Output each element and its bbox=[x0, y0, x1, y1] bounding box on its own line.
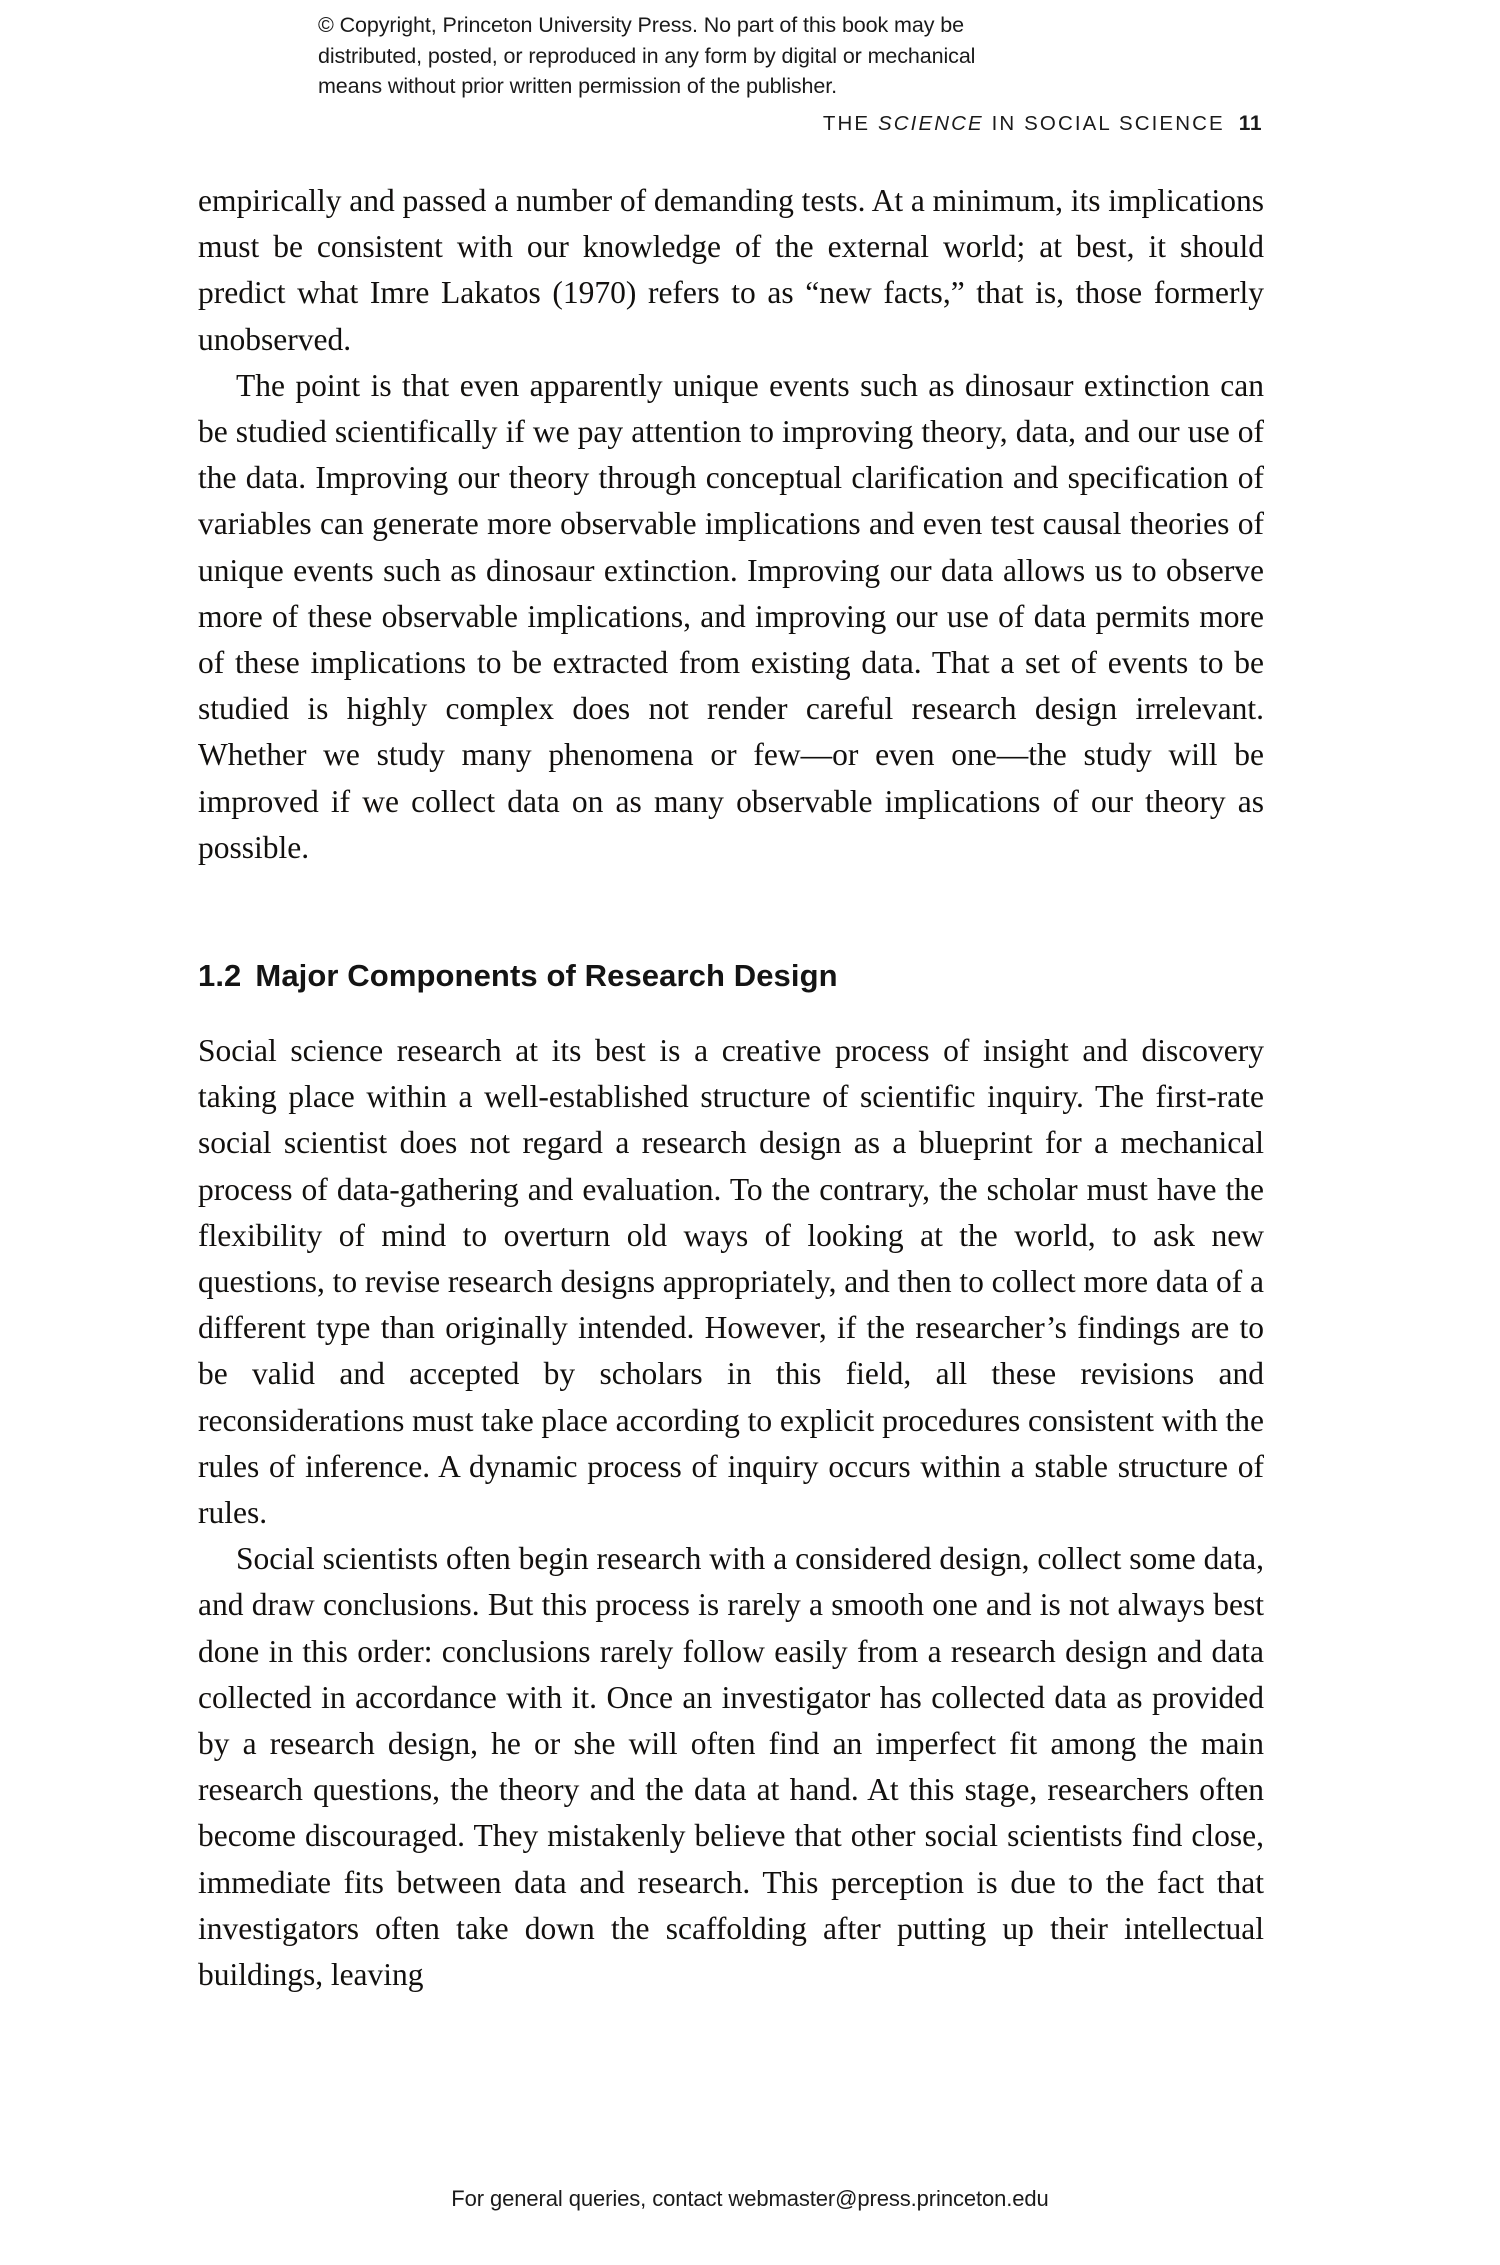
page-footer-queries: For general queries, contact webmaster@press.princeton.edu bbox=[451, 2186, 1049, 2211]
paragraph-social-scientists-begin: Social scientists often begin research with a considered design, collect some data, and draw conclusions. But this process is rarely a smooth one and is not always best done in this order: conclusions rarely follow easily from a research design and data collected in accordance with it. Once an investigator has collected data as provided by a research design, he or she will often find an imperfect fit among the main research questions, the theory and the data at hand. At this stage, researchers often become discouraged. They mistakenly believe that other social scientists find close, immediate fits between data and research. This perception is due to the fact that investigators often take down the scaffolding after putting up their intellectual buildings, leaving bbox=[198, 1541, 1264, 1993]
running-head-italic-title: SCIENCE bbox=[878, 112, 984, 135]
section-heading-1-2 bbox=[198, 958, 1264, 994]
copyright-notice bbox=[318, 10, 1018, 102]
running-head-after: IN SOCIAL SCIENCE bbox=[983, 112, 1225, 135]
section-title: Major Components of Research Design bbox=[255, 958, 838, 993]
copyright-line-3: means without prior written permission of the publisher. bbox=[318, 74, 838, 98]
copyright-line-2: distributed, posted, or reproduced in any form by digital or mechanical bbox=[318, 43, 976, 68]
paragraph-continuation: empirically and passed a number of demanding tests. At a minimum, its implications must be consistent with our knowledge of the external world; at best, it should predict what Imre Lakatos (1970) refers to as “new facts,” that is, those formerly unobserved. bbox=[198, 183, 1264, 357]
page-number: 11 bbox=[1238, 112, 1262, 135]
body-text-lower bbox=[198, 1028, 1264, 1998]
copyright-line-1: © Copyright, Princeton University Press. No part of this book may be bbox=[318, 13, 964, 37]
section-number: 1.2 bbox=[198, 958, 242, 993]
running-head bbox=[198, 112, 1262, 136]
paragraph-dinosaur-extinction: The point is that even apparently unique events such as dinosaur extinction can be studied scientifically if we pay attention to improving theory, data, and our use of the data. Improving our theory through conceptual clarification and specification of variables can generate more observable implications and even test causal theories of unique events such as dinosaur extinction. Improving our data allows us to observe more of these observable implications, and improving our use of data permits more of these implications to be extracted from existing data. That a set of events to be studied is highly complex does not render careful research design irrelevant. Whether we study many phenomena or few—or even one—the study will be improved if we collect data on as many observable implications of our theory as possible. bbox=[198, 367, 1264, 865]
paragraph-social-science-research: Social science research at its best is a creative process of insight and discovery taking place within a well-established structure of scientific inquiry. The first-rate social scientist does not regard a research design as a blueprint for a mechanical process of data-gathering and evaluation. To the contrary, the scholar must have the flexibility of mind to overturn old ways of looking at the world, to ask new questions, to revise research designs appropriately, and then to collect more data of a different type than originally intended. However, if the researcher’s findings are to be valid and accepted by scholars in this field, all these revisions and reconsiderations must take place according to explicit procedures consistent with the rules of inference. A dynamic process of inquiry occurs within a stable structure of rules. bbox=[198, 1033, 1264, 1531]
running-head-before: THE bbox=[822, 112, 878, 135]
body-text-upper bbox=[198, 178, 1264, 871]
